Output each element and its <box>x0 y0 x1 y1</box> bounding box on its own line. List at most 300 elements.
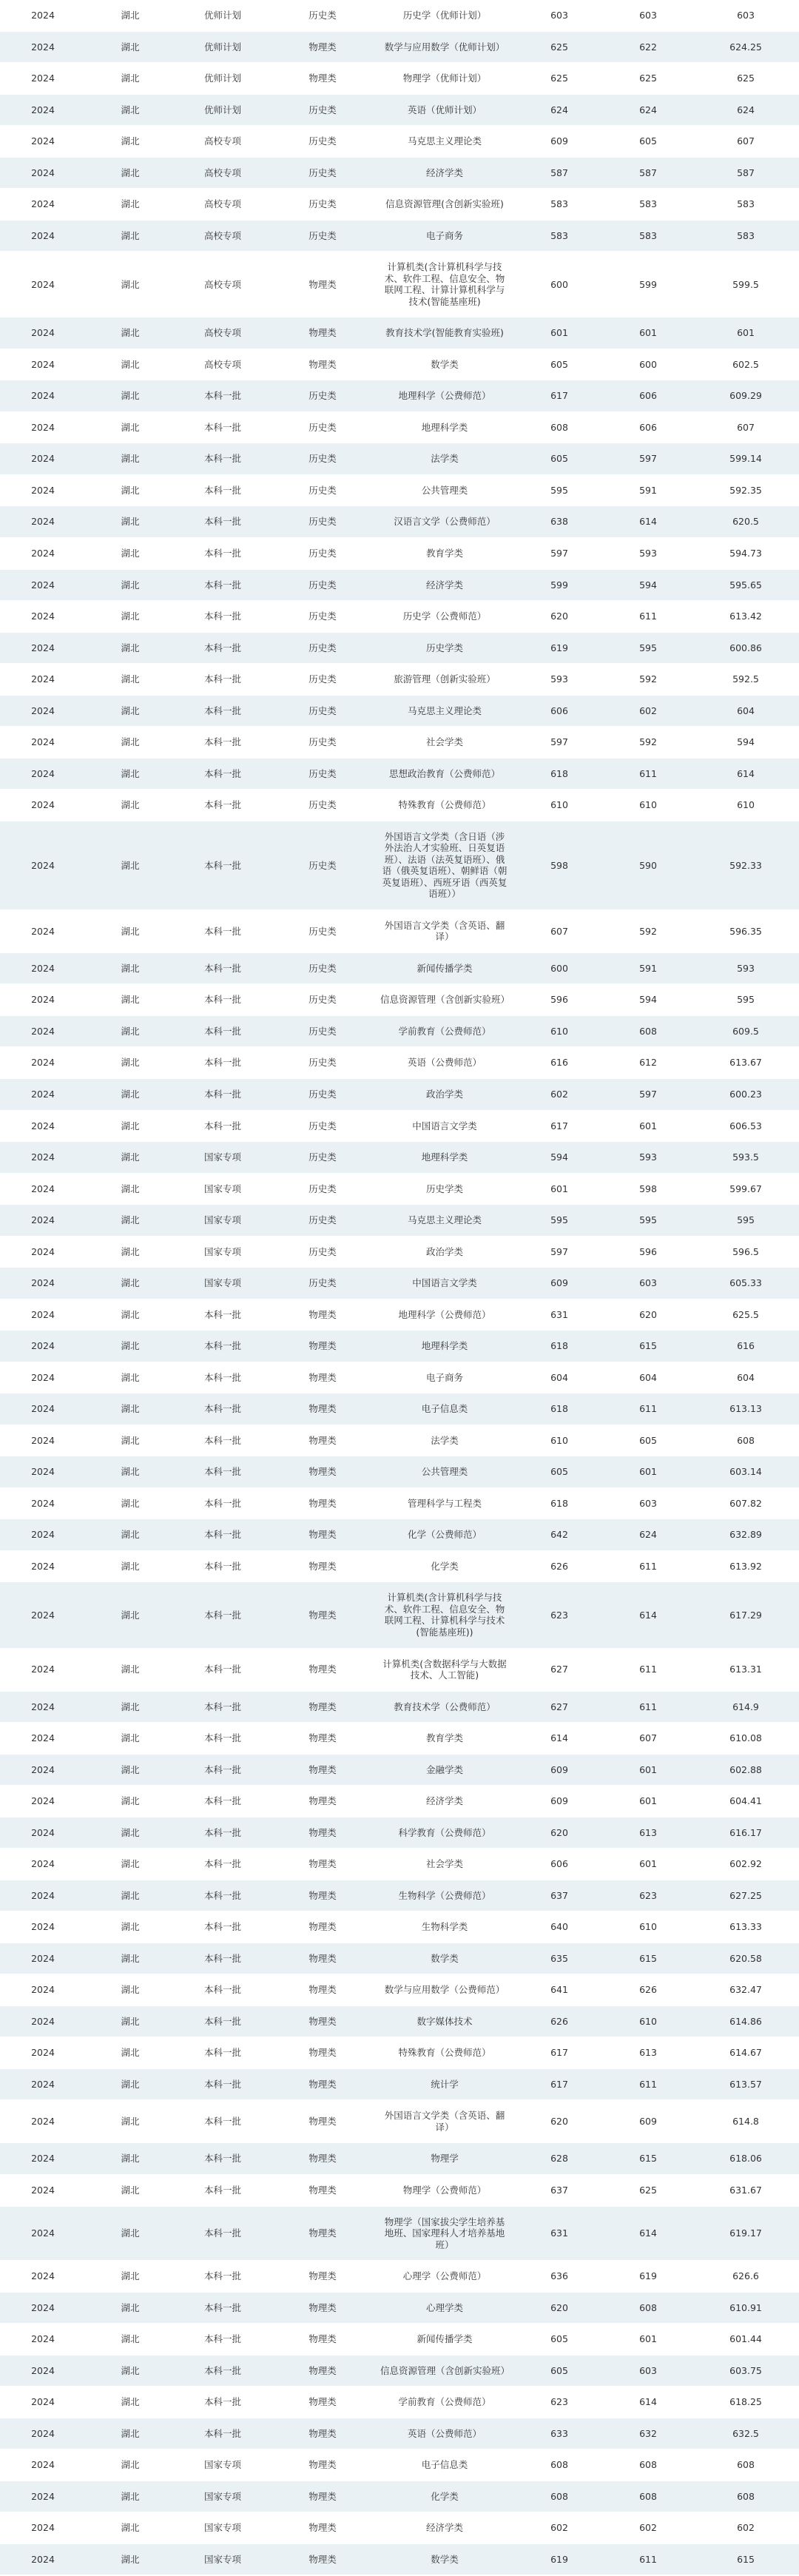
batch-cell: 本科一批 <box>175 1648 271 1691</box>
max-score-cell: 618 <box>515 1331 604 1362</box>
avg-score-cell: 602.88 <box>692 1754 799 1786</box>
year-cell: 2024 <box>0 2206 86 2261</box>
major-cell: 社会学类 <box>374 727 515 759</box>
year-cell: 2024 <box>0 790 86 821</box>
table-row <box>0 2037 799 2069</box>
table-row <box>0 411 799 443</box>
min-score-cell: 611 <box>604 1393 692 1425</box>
batch-cell: 本科一批 <box>175 695 271 727</box>
min-score-cell: 610 <box>604 1911 692 1943</box>
year-cell: 2024 <box>0 821 86 909</box>
min-score-cell: 611 <box>604 2543 692 2575</box>
table-row <box>0 2175 799 2207</box>
province-cell: 湖北 <box>86 1236 175 1268</box>
table-row <box>0 952 799 984</box>
subject-category-cell: 物理类 <box>271 1974 374 2006</box>
table-row <box>0 1393 799 1425</box>
table-row <box>0 821 799 909</box>
table-row <box>0 1078 799 1110</box>
avg-score-cell: 604.41 <box>692 1786 799 1817</box>
max-score-cell: 609 <box>515 1268 604 1299</box>
major-cell: 数学与应用数学（优师计划） <box>374 31 515 63</box>
max-score-cell: 608 <box>515 2481 604 2512</box>
year-cell: 2024 <box>0 2449 86 2481</box>
max-score-cell: 593 <box>515 664 604 696</box>
province-cell: 湖北 <box>86 2324 175 2355</box>
year-cell: 2024 <box>0 2175 86 2207</box>
major-cell: 管理科学与工程类 <box>374 1487 515 1519</box>
max-score-cell: 625 <box>515 63 604 95</box>
year-cell: 2024 <box>0 2387 86 2418</box>
avg-score-cell: 595.65 <box>692 569 799 601</box>
batch-cell: 本科一批 <box>175 1786 271 1817</box>
min-score-cell: 593 <box>604 1142 692 1174</box>
min-score-cell: 601 <box>604 1849 692 1880</box>
major-cell: 历史学（优师计划） <box>374 0 515 31</box>
avg-score-cell: 602 <box>692 2512 799 2544</box>
batch-cell: 本科一批 <box>175 538 271 570</box>
year-cell: 2024 <box>0 31 86 63</box>
province-cell: 湖北 <box>86 1691 175 1723</box>
province-cell: 湖北 <box>86 1648 175 1691</box>
table-row <box>0 1880 799 1911</box>
subject-category-cell: 物理类 <box>271 1911 374 1943</box>
table-row <box>0 664 799 696</box>
province-cell: 湖北 <box>86 1015 175 1047</box>
batch-cell: 本科一批 <box>175 821 271 909</box>
min-score-cell: 595 <box>604 1205 692 1237</box>
subject-category-cell: 物理类 <box>271 2418 374 2449</box>
batch-cell: 本科一批 <box>175 1911 271 1943</box>
province-cell: 湖北 <box>86 126 175 158</box>
table-row <box>0 220 799 252</box>
batch-cell: 优师计划 <box>175 31 271 63</box>
table-row <box>0 63 799 95</box>
min-score-cell: 594 <box>604 984 692 1016</box>
subject-category-cell: 历史类 <box>271 664 374 696</box>
table-row <box>0 2206 799 2261</box>
max-score-cell: 605 <box>515 349 604 380</box>
subject-category-cell: 物理类 <box>271 1487 374 1519</box>
major-cell: 物理学（国家拔尖学生培养基地班、国家理科人才培养基地班） <box>374 2206 515 2261</box>
year-cell: 2024 <box>0 727 86 759</box>
min-score-cell: 625 <box>604 2175 692 2207</box>
batch-cell: 本科一批 <box>175 1047 271 1079</box>
year-cell: 2024 <box>0 1786 86 1817</box>
subject-category-cell: 历史类 <box>271 1142 374 1174</box>
subject-category-cell: 物理类 <box>271 1691 374 1723</box>
max-score-cell: 583 <box>515 189 604 221</box>
max-score-cell: 604 <box>515 1362 604 1393</box>
province-cell: 湖北 <box>86 569 175 601</box>
table-row <box>0 1173 799 1205</box>
subject-category-cell: 历史类 <box>271 538 374 570</box>
avg-score-cell: 599.14 <box>692 443 799 475</box>
avg-score-cell: 632.5 <box>692 2418 799 2449</box>
year-cell: 2024 <box>0 1393 86 1425</box>
batch-cell: 本科一批 <box>175 474 271 506</box>
major-cell: 法学类 <box>374 443 515 475</box>
min-score-cell: 611 <box>604 2068 692 2100</box>
year-cell: 2024 <box>0 1880 86 1911</box>
table-row <box>0 1362 799 1393</box>
avg-score-cell: 614.86 <box>692 2005 799 2037</box>
year-cell: 2024 <box>0 952 86 984</box>
min-score-cell: 624 <box>604 94 692 126</box>
subject-category-cell: 历史类 <box>271 474 374 506</box>
major-cell: 公共管理类 <box>374 1456 515 1488</box>
subject-category-cell: 物理类 <box>271 63 374 95</box>
province-cell: 湖北 <box>86 2355 175 2387</box>
subject-category-cell: 物理类 <box>271 2261 374 2293</box>
province-cell: 湖北 <box>86 2005 175 2037</box>
max-score-cell: 637 <box>515 1880 604 1911</box>
major-cell: 历史学类 <box>374 1173 515 1205</box>
major-cell: 科学教育（公费师范） <box>374 1817 515 1849</box>
avg-score-cell: 625 <box>692 63 799 95</box>
subject-category-cell: 历史类 <box>271 94 374 126</box>
year-cell: 2024 <box>0 758 86 790</box>
province-cell: 湖北 <box>86 220 175 252</box>
min-score-cell: 611 <box>604 1648 692 1691</box>
avg-score-cell: 625.5 <box>692 1299 799 1331</box>
major-cell: 化学（公费师范） <box>374 1519 515 1551</box>
max-score-cell: 626 <box>515 2005 604 2037</box>
min-score-cell: 624 <box>604 1519 692 1551</box>
subject-category-cell: 历史类 <box>271 220 374 252</box>
avg-score-cell: 617.29 <box>692 1582 799 1648</box>
year-cell: 2024 <box>0 1582 86 1648</box>
major-cell: 化学类 <box>374 2481 515 2512</box>
province-cell: 湖北 <box>86 252 175 317</box>
avg-score-cell: 618.06 <box>692 2143 799 2175</box>
province-cell: 湖北 <box>86 1173 175 1205</box>
year-cell: 2024 <box>0 1691 86 1723</box>
province-cell: 湖北 <box>86 2292 175 2324</box>
major-cell: 学前教育（公费师范） <box>374 1015 515 1047</box>
year-cell: 2024 <box>0 380 86 412</box>
province-cell: 湖北 <box>86 2143 175 2175</box>
batch-cell: 国家专项 <box>175 1173 271 1205</box>
min-score-cell: 601 <box>604 1754 692 1786</box>
major-cell: 学前教育（公费师范） <box>374 2387 515 2418</box>
province-cell: 湖北 <box>86 2418 175 2449</box>
table-row <box>0 727 799 759</box>
max-score-cell: 631 <box>515 2206 604 2261</box>
province-cell: 湖北 <box>86 2543 175 2575</box>
table-row <box>0 1817 799 1849</box>
batch-cell: 本科一批 <box>175 1817 271 1849</box>
subject-category-cell: 物理类 <box>271 1648 374 1691</box>
province-cell: 湖北 <box>86 758 175 790</box>
year-cell: 2024 <box>0 1236 86 1268</box>
max-score-cell: 598 <box>515 821 604 909</box>
province-cell: 湖北 <box>86 349 175 380</box>
batch-cell: 高校专项 <box>175 220 271 252</box>
table-row <box>0 1205 799 1237</box>
major-cell: 地理科学类 <box>374 411 515 443</box>
year-cell: 2024 <box>0 1078 86 1110</box>
year-cell: 2024 <box>0 411 86 443</box>
avg-score-cell: 608 <box>692 1425 799 1456</box>
max-score-cell: 617 <box>515 2037 604 2069</box>
major-cell: 生物科学（公费师范） <box>374 1880 515 1911</box>
max-score-cell: 607 <box>515 909 604 952</box>
subject-category-cell: 物理类 <box>271 2512 374 2544</box>
year-cell: 2024 <box>0 909 86 952</box>
min-score-cell: 614 <box>604 2387 692 2418</box>
table-row <box>0 1550 799 1582</box>
min-score-cell: 583 <box>604 220 692 252</box>
province-cell: 湖北 <box>86 2387 175 2418</box>
batch-cell: 本科一批 <box>175 1110 271 1142</box>
table-row <box>0 443 799 475</box>
province-cell: 湖北 <box>86 821 175 909</box>
max-score-cell: 618 <box>515 758 604 790</box>
table-row <box>0 1047 799 1079</box>
batch-cell: 国家专项 <box>175 1268 271 1299</box>
province-cell: 湖北 <box>86 1299 175 1331</box>
year-cell: 2024 <box>0 2543 86 2575</box>
year-cell: 2024 <box>0 1519 86 1551</box>
province-cell: 湖北 <box>86 1817 175 1849</box>
table-row <box>0 506 799 538</box>
year-cell: 2024 <box>0 984 86 1016</box>
batch-cell: 本科一批 <box>175 1550 271 1582</box>
max-score-cell: 601 <box>515 317 604 349</box>
subject-category-cell: 物理类 <box>271 1456 374 1488</box>
major-cell: 地理科学类 <box>374 1142 515 1174</box>
avg-score-cell: 608 <box>692 2481 799 2512</box>
min-score-cell: 603 <box>604 2355 692 2387</box>
year-cell: 2024 <box>0 1943 86 1974</box>
subject-category-cell: 历史类 <box>271 506 374 538</box>
avg-score-cell: 620.5 <box>692 506 799 538</box>
batch-cell: 高校专项 <box>175 317 271 349</box>
table-row <box>0 94 799 126</box>
major-cell: 物理学（优师计划） <box>374 63 515 95</box>
major-cell: 心理学（公费师范） <box>374 2261 515 2293</box>
min-score-cell: 615 <box>604 1943 692 1974</box>
min-score-cell: 611 <box>604 601 692 633</box>
avg-score-cell: 620.58 <box>692 1943 799 1974</box>
batch-cell: 本科一批 <box>175 1582 271 1648</box>
min-score-cell: 594 <box>604 569 692 601</box>
min-score-cell: 602 <box>604 2512 692 2544</box>
min-score-cell: 599 <box>604 252 692 317</box>
table-row <box>0 1268 799 1299</box>
subject-category-cell: 物理类 <box>271 1754 374 1786</box>
avg-score-cell: 610.08 <box>692 1723 799 1755</box>
province-cell: 湖北 <box>86 1331 175 1362</box>
table-row <box>0 2292 799 2324</box>
max-score-cell: 619 <box>515 632 604 664</box>
batch-cell: 本科一批 <box>175 1849 271 1880</box>
min-score-cell: 597 <box>604 443 692 475</box>
max-score-cell: 609 <box>515 1786 604 1817</box>
table-row <box>0 31 799 63</box>
province-cell: 湖北 <box>86 695 175 727</box>
batch-cell: 本科一批 <box>175 1015 271 1047</box>
major-cell: 信息资源管理（含创新实验班） <box>374 2355 515 2387</box>
year-cell: 2024 <box>0 0 86 31</box>
max-score-cell: 641 <box>515 1974 604 2006</box>
subject-category-cell: 历史类 <box>271 380 374 412</box>
batch-cell: 本科一批 <box>175 380 271 412</box>
batch-cell: 国家专项 <box>175 2512 271 2544</box>
subject-category-cell: 历史类 <box>271 1205 374 1237</box>
max-score-cell: 617 <box>515 2068 604 2100</box>
province-cell: 湖北 <box>86 1880 175 1911</box>
subject-category-cell: 历史类 <box>271 189 374 221</box>
year-cell: 2024 <box>0 2512 86 2544</box>
year-cell: 2024 <box>0 252 86 317</box>
max-score-cell: 628 <box>515 2143 604 2175</box>
table-row <box>0 2324 799 2355</box>
major-cell: 思想政治教育（公费师范） <box>374 758 515 790</box>
subject-category-cell: 物理类 <box>271 2206 374 2261</box>
batch-cell: 高校专项 <box>175 189 271 221</box>
province-cell: 湖北 <box>86 1110 175 1142</box>
max-score-cell: 637 <box>515 2175 604 2207</box>
major-cell: 公共管理类 <box>374 474 515 506</box>
max-score-cell: 606 <box>515 1849 604 1880</box>
max-score-cell: 606 <box>515 695 604 727</box>
major-cell: 电子信息类 <box>374 2449 515 2481</box>
province-cell: 湖北 <box>86 909 175 952</box>
table-row <box>0 569 799 601</box>
batch-cell: 本科一批 <box>175 1425 271 1456</box>
batch-cell: 本科一批 <box>175 1078 271 1110</box>
table-row <box>0 189 799 221</box>
major-cell: 教育技术学(智能教育实验班) <box>374 317 515 349</box>
province-cell: 湖北 <box>86 2100 175 2143</box>
max-score-cell: 583 <box>515 220 604 252</box>
batch-cell: 本科一批 <box>175 2005 271 2037</box>
avg-score-cell: 603.75 <box>692 2355 799 2387</box>
max-score-cell: 626 <box>515 1550 604 1582</box>
major-cell: 计算机类(含数据科学与大数据技术、人工智能) <box>374 1648 515 1691</box>
table-row <box>0 1110 799 1142</box>
min-score-cell: 593 <box>604 538 692 570</box>
major-cell: 数学类 <box>374 2543 515 2575</box>
batch-cell: 国家专项 <box>175 2543 271 2575</box>
major-cell: 新闻传播学类 <box>374 952 515 984</box>
year-cell: 2024 <box>0 349 86 380</box>
major-cell: 中国语言文学类 <box>374 1110 515 1142</box>
major-cell: 中国语言文学类 <box>374 1268 515 1299</box>
table-row <box>0 1236 799 1268</box>
year-cell: 2024 <box>0 2261 86 2293</box>
major-cell: 马克思主义理论类 <box>374 1205 515 1237</box>
table-row <box>0 1487 799 1519</box>
subject-category-cell: 物理类 <box>271 317 374 349</box>
batch-cell: 本科一批 <box>175 909 271 952</box>
year-cell: 2024 <box>0 2068 86 2100</box>
batch-cell: 本科一批 <box>175 727 271 759</box>
subject-category-cell: 历史类 <box>271 727 374 759</box>
avg-score-cell: 624 <box>692 94 799 126</box>
table-row <box>0 695 799 727</box>
min-score-cell: 592 <box>604 664 692 696</box>
max-score-cell: 599 <box>515 569 604 601</box>
year-cell: 2024 <box>0 1362 86 1393</box>
max-score-cell: 619 <box>515 2543 604 2575</box>
table-row <box>0 1754 799 1786</box>
subject-category-cell: 物理类 <box>271 2387 374 2418</box>
table-row <box>0 349 799 380</box>
province-cell: 湖北 <box>86 506 175 538</box>
min-score-cell: 620 <box>604 1299 692 1331</box>
batch-cell: 本科一批 <box>175 1362 271 1393</box>
province-cell: 湖北 <box>86 538 175 570</box>
subject-category-cell: 物理类 <box>271 1331 374 1362</box>
max-score-cell: 587 <box>515 157 604 189</box>
major-cell: 地理科学（公费师范） <box>374 380 515 412</box>
major-cell: 政治学类 <box>374 1236 515 1268</box>
subject-category-cell: 物理类 <box>271 2481 374 2512</box>
table-row <box>0 790 799 821</box>
avg-score-cell: 631.67 <box>692 2175 799 2207</box>
subject-category-cell: 物理类 <box>271 1723 374 1755</box>
year-cell: 2024 <box>0 664 86 696</box>
subject-category-cell: 物理类 <box>271 1786 374 1817</box>
subject-category-cell: 物理类 <box>271 2143 374 2175</box>
max-score-cell: 620 <box>515 2100 604 2143</box>
min-score-cell: 612 <box>604 1047 692 1079</box>
max-score-cell: 600 <box>515 952 604 984</box>
year-cell: 2024 <box>0 1047 86 1079</box>
avg-score-cell: 613.31 <box>692 1648 799 1691</box>
min-score-cell: 608 <box>604 2449 692 2481</box>
batch-cell: 国家专项 <box>175 2449 271 2481</box>
subject-category-cell: 物理类 <box>271 1393 374 1425</box>
batch-cell: 国家专项 <box>175 1142 271 1174</box>
table-row <box>0 2481 799 2512</box>
major-cell: 汉语言文学（公费师范） <box>374 506 515 538</box>
province-cell: 湖北 <box>86 2261 175 2293</box>
table-row <box>0 909 799 952</box>
subject-category-cell: 历史类 <box>271 695 374 727</box>
subject-category-cell: 历史类 <box>271 601 374 633</box>
max-score-cell: 597 <box>515 727 604 759</box>
table-row <box>0 1786 799 1817</box>
major-cell: 特殊教育（公费师范） <box>374 2037 515 2069</box>
province-cell: 湖北 <box>86 1974 175 2006</box>
year-cell: 2024 <box>0 220 86 252</box>
year-cell: 2024 <box>0 506 86 538</box>
max-score-cell: 635 <box>515 1943 604 1974</box>
table-row <box>0 1142 799 1174</box>
year-cell: 2024 <box>0 63 86 95</box>
subject-category-cell: 历史类 <box>271 1047 374 1079</box>
max-score-cell: 610 <box>515 1015 604 1047</box>
major-cell: 数学类 <box>374 1943 515 1974</box>
batch-cell: 高校专项 <box>175 157 271 189</box>
province-cell: 湖北 <box>86 1786 175 1817</box>
avg-score-cell: 609.29 <box>692 380 799 412</box>
table-row <box>0 758 799 790</box>
batch-cell: 本科一批 <box>175 2206 271 2261</box>
major-cell: 教育学类 <box>374 1723 515 1755</box>
year-cell: 2024 <box>0 1754 86 1786</box>
subject-category-cell: 物理类 <box>271 1880 374 1911</box>
min-score-cell: 614 <box>604 506 692 538</box>
province-cell: 湖北 <box>86 601 175 633</box>
max-score-cell: 609 <box>515 126 604 158</box>
province-cell: 湖北 <box>86 1487 175 1519</box>
major-cell: 计算机类(含计算机科学与技术、软件工程、信息安全、物联网工程、计算机科学与技术(智能基座班)) <box>374 1582 515 1648</box>
